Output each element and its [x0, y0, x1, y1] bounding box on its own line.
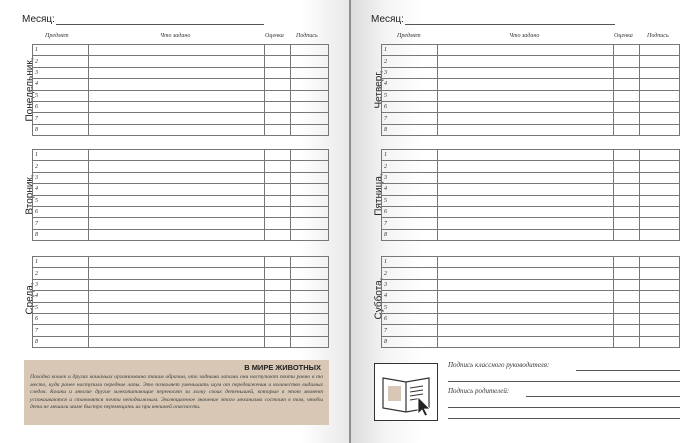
table-row	[382, 172, 680, 183]
row-number: 1	[382, 45, 438, 56]
signature-cell[interactable]	[640, 218, 680, 229]
row-number: 7	[382, 325, 438, 336]
row-number: 1	[33, 150, 89, 161]
row-number: 7	[33, 218, 89, 229]
row-number: 6	[33, 206, 89, 217]
row-number: 4	[33, 184, 89, 195]
assignment-cell[interactable]	[89, 257, 265, 268]
grade-cell[interactable]	[614, 90, 640, 101]
table-row	[33, 161, 329, 172]
signature-cell[interactable]	[291, 325, 329, 336]
signature-cell[interactable]	[640, 268, 680, 279]
row-number: 1	[382, 257, 438, 268]
table-row	[382, 150, 680, 161]
table-row	[33, 79, 329, 90]
row-number: 8	[33, 229, 89, 240]
assignment-cell[interactable]	[438, 279, 614, 290]
assignment-cell[interactable]	[438, 150, 614, 161]
signature-cell[interactable]	[291, 279, 329, 290]
assignment-cell[interactable]	[89, 101, 265, 112]
table-row	[382, 101, 680, 112]
table-row	[382, 325, 680, 336]
signature-cell[interactable]	[640, 184, 680, 195]
signature-cell[interactable]	[640, 291, 680, 302]
assignment-cell[interactable]	[438, 124, 614, 135]
assignment-cell[interactable]	[438, 325, 614, 336]
header-signature: Подпись	[647, 33, 669, 39]
signature-cell[interactable]	[291, 257, 329, 268]
assignment-cell[interactable]	[438, 67, 614, 78]
row-number: 3	[33, 279, 89, 290]
signature-cell[interactable]	[291, 184, 329, 195]
grade-cell[interactable]	[614, 336, 640, 347]
parent-signature-line[interactable]	[526, 396, 680, 397]
assignment-cell[interactable]	[438, 257, 614, 268]
table-row	[382, 79, 680, 90]
signature-cell[interactable]	[640, 79, 680, 90]
header-subject: Предмет	[45, 33, 69, 39]
signature-cell[interactable]	[291, 206, 329, 217]
signature-cell[interactable]	[640, 172, 680, 183]
assignment-cell[interactable]	[438, 45, 614, 56]
row-number: 1	[33, 257, 89, 268]
table-row	[382, 113, 680, 124]
parent-signature-line-2[interactable]	[448, 407, 680, 408]
assignment-cell[interactable]	[438, 90, 614, 101]
assignment-cell[interactable]	[89, 291, 265, 302]
table-row	[33, 257, 329, 268]
assignment-cell[interactable]	[89, 279, 265, 290]
animals-info-box	[24, 360, 329, 425]
assignment-cell[interactable]	[438, 113, 614, 124]
assignment-cell[interactable]	[438, 336, 614, 347]
table-row	[33, 113, 329, 124]
grade-cell[interactable]	[614, 113, 640, 124]
assignment-cell[interactable]	[438, 195, 614, 206]
signature-cell[interactable]	[291, 172, 329, 183]
row-number: 1	[382, 150, 438, 161]
left-page	[0, 0, 349, 443]
signature-cell[interactable]	[640, 302, 680, 313]
assignment-cell[interactable]	[438, 218, 614, 229]
row-number: 8	[33, 336, 89, 347]
row-number: 7	[382, 218, 438, 229]
signature-cell[interactable]	[291, 161, 329, 172]
assignment-cell[interactable]	[89, 90, 265, 101]
assignment-cell[interactable]	[89, 229, 265, 240]
signature-cell[interactable]	[291, 67, 329, 78]
grade-cell[interactable]	[614, 184, 640, 195]
signature-cell[interactable]	[640, 124, 680, 135]
signature-cell[interactable]	[640, 279, 680, 290]
grade-cell[interactable]	[265, 229, 291, 240]
grade-cell[interactable]	[614, 45, 640, 56]
row-number: 5	[33, 302, 89, 313]
table-row	[33, 336, 329, 347]
signature-cell[interactable]	[640, 56, 680, 67]
thursday-grid	[381, 44, 680, 136]
signature-cell[interactable]	[291, 302, 329, 313]
table-row	[382, 67, 680, 78]
table-row	[382, 195, 680, 206]
header-grade: Оценка	[265, 33, 284, 39]
row-number: 5	[382, 195, 438, 206]
grade-cell[interactable]	[265, 90, 291, 101]
assignment-cell[interactable]	[89, 184, 265, 195]
grade-cell[interactable]	[614, 302, 640, 313]
day-label-friday: Пятница,	[373, 173, 385, 216]
row-number: 7	[382, 113, 438, 124]
assignment-cell[interactable]	[89, 302, 265, 313]
month-line[interactable]	[405, 24, 615, 25]
grade-cell[interactable]	[614, 218, 640, 229]
row-number: 3	[382, 172, 438, 183]
header-signature: Подпись	[296, 33, 318, 39]
signature-cell[interactable]	[291, 150, 329, 161]
table-row	[33, 229, 329, 240]
table-row	[33, 172, 329, 183]
assignment-cell[interactable]	[89, 79, 265, 90]
signature-cell[interactable]	[291, 45, 329, 56]
row-number: 4	[382, 291, 438, 302]
row-number: 4	[33, 79, 89, 90]
assignment-cell[interactable]	[438, 291, 614, 302]
grade-cell[interactable]	[265, 124, 291, 135]
row-number: 7	[33, 113, 89, 124]
grade-cell[interactable]	[614, 101, 640, 112]
assignment-cell[interactable]	[89, 161, 265, 172]
assignment-cell[interactable]	[89, 150, 265, 161]
table-row	[33, 124, 329, 135]
grade-cell[interactable]	[265, 67, 291, 78]
grade-cell[interactable]	[614, 195, 640, 206]
grade-cell[interactable]	[614, 291, 640, 302]
signature-cell[interactable]	[291, 336, 329, 347]
row-number: 1	[33, 45, 89, 56]
row-number: 3	[33, 172, 89, 183]
assignment-cell[interactable]	[89, 313, 265, 324]
row-number: 6	[382, 313, 438, 324]
signature-cell[interactable]	[640, 113, 680, 124]
row-number: 4	[33, 291, 89, 302]
signature-cell[interactable]	[640, 161, 680, 172]
grade-cell[interactable]	[614, 229, 640, 240]
table-row	[382, 279, 680, 290]
assignment-cell[interactable]	[438, 79, 614, 90]
assignment-cell[interactable]	[89, 172, 265, 183]
assignment-cell[interactable]	[89, 56, 265, 67]
signature-cell[interactable]	[291, 218, 329, 229]
monday-grid	[32, 44, 329, 136]
signature-cell[interactable]	[640, 229, 680, 240]
signature-cell[interactable]	[640, 150, 680, 161]
grade-cell[interactable]	[614, 268, 640, 279]
row-number: 2	[33, 56, 89, 67]
tuesday-grid	[32, 149, 329, 241]
row-number: 6	[33, 313, 89, 324]
table-row	[382, 291, 680, 302]
row-number: 7	[33, 325, 89, 336]
row-number: 3	[382, 279, 438, 290]
signature-cell[interactable]	[640, 336, 680, 347]
signature-cell[interactable]	[640, 90, 680, 101]
signature-cell[interactable]	[640, 45, 680, 56]
day-label-wednesday: Среда,	[24, 282, 36, 315]
month-label: Месяц:	[22, 14, 55, 25]
grade-cell[interactable]	[614, 172, 640, 183]
signature-cell[interactable]	[291, 124, 329, 135]
row-number: 2	[33, 268, 89, 279]
table-row	[382, 257, 680, 268]
assignment-cell[interactable]	[438, 302, 614, 313]
row-number: 2	[33, 161, 89, 172]
grade-cell[interactable]	[265, 313, 291, 324]
grade-cell[interactable]	[614, 79, 640, 90]
assignment-cell[interactable]	[438, 229, 614, 240]
wednesday-grid	[32, 256, 329, 348]
row-number: 4	[382, 184, 438, 195]
saturday-grid	[381, 256, 680, 348]
assignment-cell[interactable]	[89, 113, 265, 124]
grade-cell[interactable]	[265, 325, 291, 336]
table-row	[33, 268, 329, 279]
row-number: 3	[382, 67, 438, 78]
animals-title: В МИРЕ ЖИВОТНЫХ	[244, 363, 321, 372]
table-row	[33, 45, 329, 56]
table-row	[382, 229, 680, 240]
teacher-signature-line[interactable]	[576, 370, 680, 371]
grade-cell[interactable]	[265, 113, 291, 124]
grade-cell[interactable]	[265, 218, 291, 229]
right-page	[351, 0, 700, 443]
table-row	[33, 291, 329, 302]
grade-cell[interactable]	[265, 279, 291, 290]
table-row	[33, 184, 329, 195]
signature-cell[interactable]	[291, 56, 329, 67]
row-number: 5	[382, 90, 438, 101]
table-row	[33, 56, 329, 67]
table-row	[33, 302, 329, 313]
table-row	[382, 336, 680, 347]
row-number: 6	[382, 101, 438, 112]
table-row	[382, 124, 680, 135]
table-row	[33, 313, 329, 324]
signature-cell[interactable]	[640, 67, 680, 78]
grade-cell[interactable]	[265, 161, 291, 172]
table-row	[33, 101, 329, 112]
grade-cell[interactable]	[265, 172, 291, 183]
row-number: 8	[382, 336, 438, 347]
signature-cell[interactable]	[640, 313, 680, 324]
assignment-cell[interactable]	[89, 67, 265, 78]
table-row	[382, 206, 680, 217]
table-row	[33, 218, 329, 229]
row-number: 4	[382, 79, 438, 90]
row-number: 6	[33, 101, 89, 112]
row-number: 2	[382, 56, 438, 67]
grade-cell[interactable]	[614, 124, 640, 135]
parent-signature-label: Подпись родителей:	[448, 387, 510, 395]
table-row	[382, 313, 680, 324]
book-icon-svg	[375, 364, 437, 420]
grade-cell[interactable]	[265, 257, 291, 268]
signature-cell[interactable]	[640, 195, 680, 206]
table-row	[33, 90, 329, 101]
header-grade: Оценка	[614, 33, 633, 39]
day-label-tuesday: Вторник,	[24, 174, 36, 215]
header-assignment: Что задано	[509, 33, 540, 39]
grade-cell[interactable]	[614, 206, 640, 217]
grade-cell[interactable]	[614, 56, 640, 67]
day-label-monday: Понедельник,	[24, 57, 36, 122]
assignment-cell[interactable]	[438, 56, 614, 67]
grade-cell[interactable]	[614, 325, 640, 336]
signature-cell[interactable]	[291, 268, 329, 279]
grade-cell[interactable]	[265, 206, 291, 217]
signature-cell[interactable]	[640, 206, 680, 217]
row-number: 2	[382, 268, 438, 279]
table-row	[382, 56, 680, 67]
row-number: 8	[33, 124, 89, 135]
assignment-cell[interactable]	[89, 195, 265, 206]
table-row	[33, 195, 329, 206]
grade-cell[interactable]	[614, 150, 640, 161]
grade-cell[interactable]	[265, 101, 291, 112]
signature-cell[interactable]	[640, 325, 680, 336]
row-number: 3	[33, 67, 89, 78]
grade-cell[interactable]	[265, 79, 291, 90]
grade-cell[interactable]	[614, 279, 640, 290]
grade-cell[interactable]	[265, 302, 291, 313]
table-row	[33, 279, 329, 290]
grade-cell[interactable]	[265, 184, 291, 195]
signature-cell[interactable]	[291, 195, 329, 206]
grade-cell[interactable]	[265, 195, 291, 206]
teacher-signature-label: Подпись классного руководителя:	[448, 361, 550, 369]
signature-cell[interactable]	[291, 229, 329, 240]
signature-cell[interactable]	[291, 79, 329, 90]
assignment-cell[interactable]	[89, 325, 265, 336]
table-row	[33, 67, 329, 78]
day-label-saturday: Суббота,	[373, 277, 385, 320]
assignment-cell[interactable]	[89, 336, 265, 347]
assignment-cell[interactable]	[438, 101, 614, 112]
assignment-cell[interactable]	[89, 206, 265, 217]
row-number: 8	[382, 229, 438, 240]
header-subject: Предмет	[397, 33, 421, 39]
signature-cell[interactable]	[640, 257, 680, 268]
assignment-cell[interactable]	[89, 218, 265, 229]
assignment-cell[interactable]	[438, 313, 614, 324]
table-row	[382, 45, 680, 56]
row-number: 5	[33, 195, 89, 206]
grade-cell[interactable]	[265, 291, 291, 302]
month-label: Месяц:	[371, 14, 404, 25]
grade-cell[interactable]	[265, 56, 291, 67]
signature-cell[interactable]	[291, 291, 329, 302]
grade-cell[interactable]	[614, 257, 640, 268]
assignment-cell[interactable]	[438, 161, 614, 172]
table-row	[382, 161, 680, 172]
assignment-cell[interactable]	[438, 268, 614, 279]
table-row	[382, 268, 680, 279]
grade-cell[interactable]	[265, 336, 291, 347]
animals-text: Походка кошек и других кошачьих организована таким образом, что задними лапами они наступают почти ровно в то место, куда ранее наступили передние лапы. Это позволяет уменьшить шум от передвижения и количество видимых следов. Кошки и многие другие млекопитающие переносят за холку своих детенышей, которые в этот момент успокаиваются и становятся почти неподвижным. Эволюционное значение этого механизма состоит в том, чтобы дети не мешали маме быстро перемещать их при внешней опасности.	[30, 374, 323, 411]
table-row	[382, 184, 680, 195]
friday-grid	[381, 149, 680, 241]
table-row	[33, 325, 329, 336]
assignment-cell[interactable]	[89, 268, 265, 279]
row-number: 5	[33, 90, 89, 101]
assignment-cell[interactable]	[89, 45, 265, 56]
assignment-cell[interactable]	[438, 206, 614, 217]
table-row	[382, 302, 680, 313]
table-row	[33, 150, 329, 161]
table-row	[382, 90, 680, 101]
assignment-cell[interactable]	[438, 172, 614, 183]
table-row	[382, 218, 680, 229]
header-assignment: Что задано	[160, 33, 191, 39]
row-number: 6	[382, 206, 438, 217]
row-number: 5	[382, 302, 438, 313]
signature-cell[interactable]	[291, 313, 329, 324]
row-number: 2	[382, 161, 438, 172]
grade-cell[interactable]	[265, 150, 291, 161]
signature-cell[interactable]	[640, 101, 680, 112]
teacher-signature-line-2[interactable]	[448, 381, 680, 382]
grade-cell[interactable]	[265, 45, 291, 56]
signature-cell[interactable]	[291, 101, 329, 112]
grade-cell[interactable]	[265, 268, 291, 279]
grade-cell[interactable]	[614, 161, 640, 172]
day-label-thursday: Четверг,	[373, 70, 385, 109]
grade-cell[interactable]	[614, 313, 640, 324]
assignment-cell[interactable]	[438, 184, 614, 195]
signature-cell[interactable]	[291, 113, 329, 124]
table-row	[33, 206, 329, 217]
row-number: 8	[382, 124, 438, 135]
parent-signature-line-3[interactable]	[448, 418, 680, 419]
grade-cell[interactable]	[614, 67, 640, 78]
month-line[interactable]	[56, 24, 264, 25]
assignment-cell[interactable]	[89, 124, 265, 135]
signature-cell[interactable]	[291, 90, 329, 101]
open-book-cursor-icon	[374, 363, 438, 421]
